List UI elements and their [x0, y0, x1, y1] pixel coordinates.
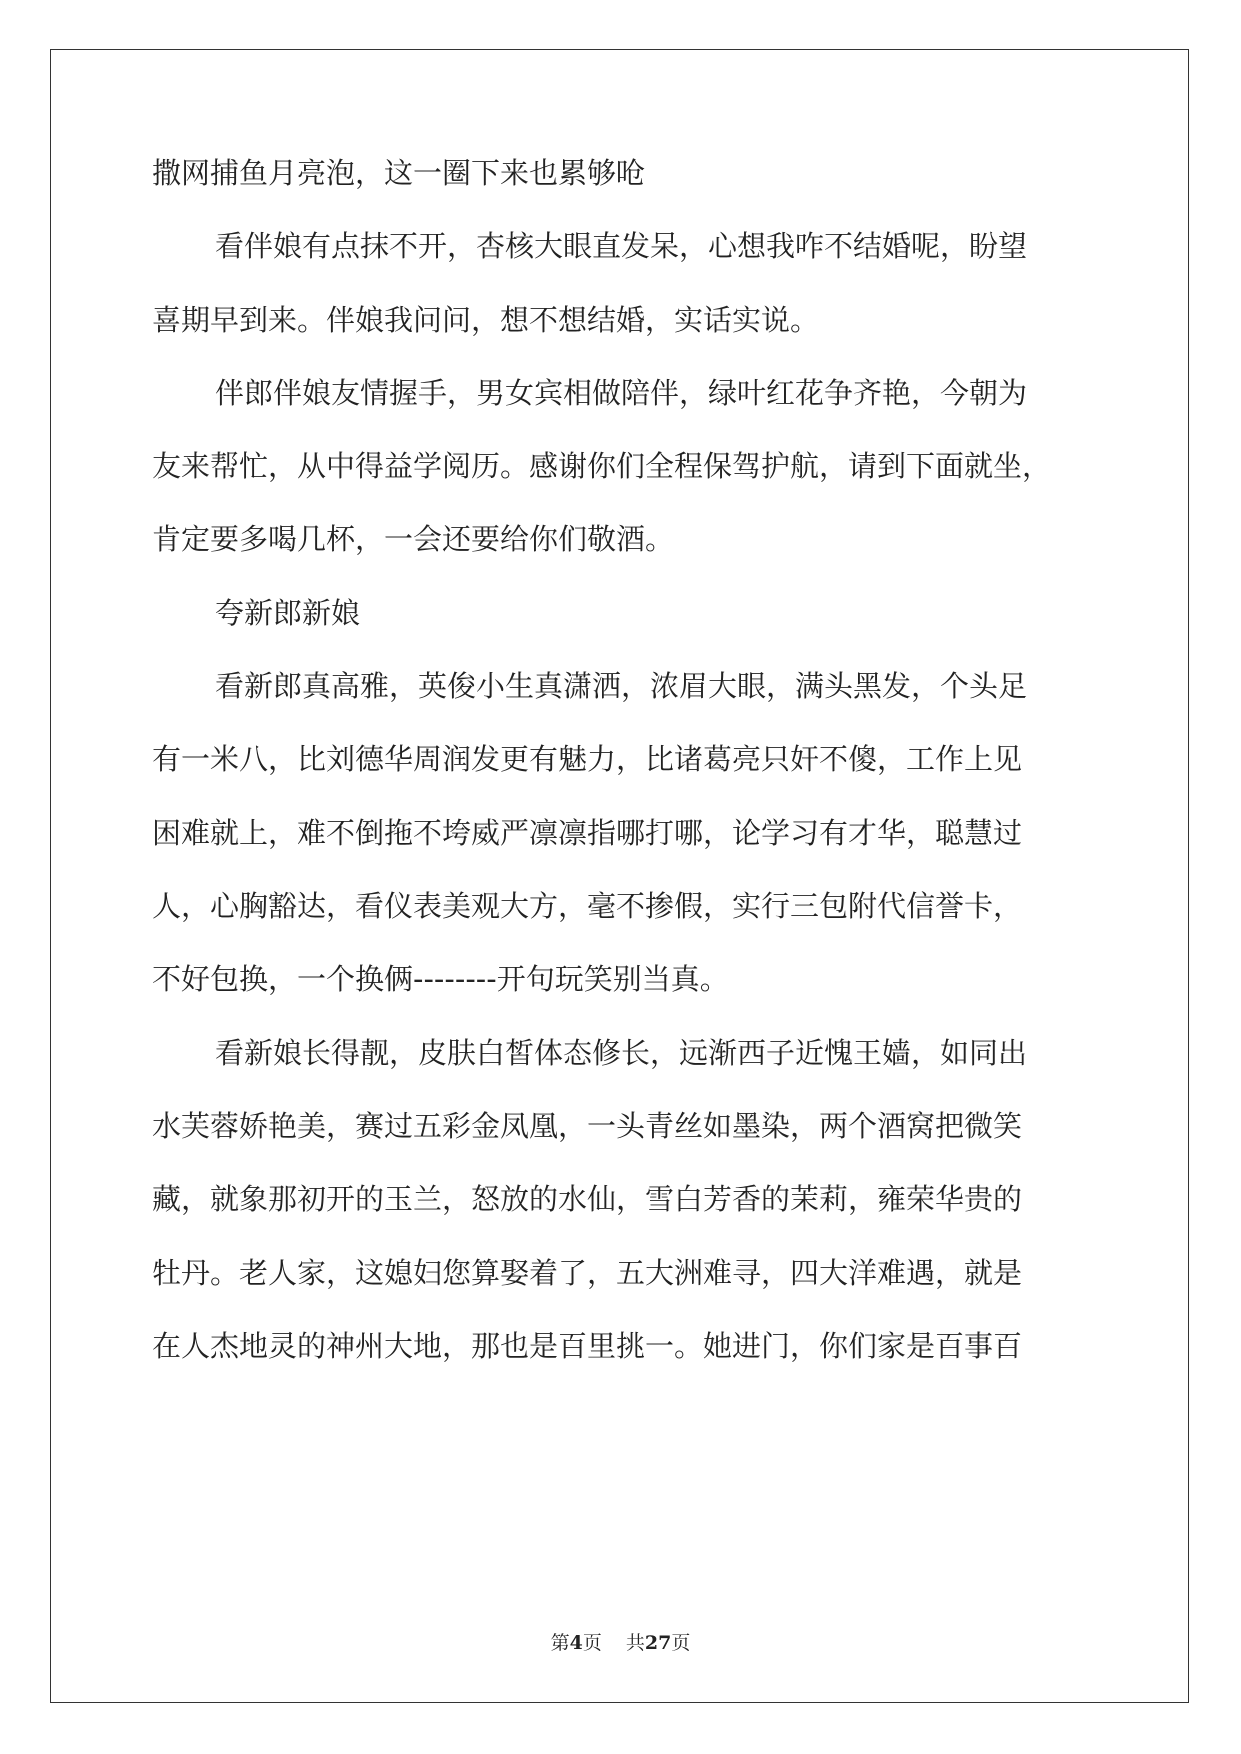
text-line: 看伴娘有点抹不开，杏核大眼直发呆，心想我咋不结婚呢，盼望 — [215, 229, 1028, 263]
text-line: 友来帮忙，从中得益学阅历。感谢你们全程保驾护航，请到下面就坐， — [152, 449, 1052, 483]
text-line: 人，心胸豁达，看仪表美观大方，毫不掺假，实行三包附代信誉卡， — [152, 889, 1023, 923]
text-line: 藏，就象那初开的玉兰，怒放的水仙，雪白芳香的茉莉，雍荣华贵的 — [152, 1182, 1023, 1216]
current-page-number: 4 — [569, 1632, 583, 1654]
text-line: 有一米八，比刘德华周润发更有魅力，比诸葛亮只奸不傻，工作上见 — [152, 742, 1023, 776]
section-heading: 夸新郎新娘 — [215, 596, 361, 630]
page-border — [50, 49, 1189, 1703]
footer-total-suffix: 页 — [671, 1632, 691, 1654]
page-footer — [0, 1628, 1241, 1655]
text-line: 伴郎伴娘友情握手，男女宾相做陪伴，绿叶红花争齐艳，今朝为 — [215, 376, 1028, 410]
text-line: 看新娘长得靓，皮肤白皙体态修长，远渐西子近愧王嫱，如同出 — [215, 1036, 1028, 1070]
text-line: 在人杰地灵的神州大地，那也是百里挑一。她进门，你们家是百事百 — [152, 1329, 1023, 1363]
total-pages-number: 27 — [644, 1632, 672, 1654]
text-line: 肯定要多喝几杯，一会还要给你们敬酒。 — [152, 522, 675, 556]
text-line: 看新郎真高雅，英俊小生真潇洒，浓眉大眼，满头黑发，个头足 — [215, 669, 1028, 703]
footer-prefix: 第 — [550, 1632, 570, 1654]
footer-total-prefix: 共 — [625, 1632, 645, 1654]
text-line: 牡丹。老人家，这媳妇您算娶着了，五大洲难寻，四大洋难遇，就是 — [152, 1256, 1023, 1290]
text-line: 撒网捕鱼月亮泡，这一圈下来也累够呛 — [152, 156, 646, 190]
text-line: 不好包换，一个换俩--------开句玩笑别当真。 — [152, 962, 729, 996]
text-line: 喜期早到来。伴娘我问问，想不想结婚，实话实说。 — [152, 303, 820, 337]
text-line: 水芙蓉娇艳美，赛过五彩金凤凰，一头青丝如墨染，两个酒窝把微笑 — [152, 1109, 1023, 1143]
text-line: 困难就上，难不倒拖不垮威严凛凛指哪打哪，论学习有才华，聪慧过 — [152, 816, 1023, 850]
footer-page-suffix: 页 — [582, 1632, 602, 1654]
